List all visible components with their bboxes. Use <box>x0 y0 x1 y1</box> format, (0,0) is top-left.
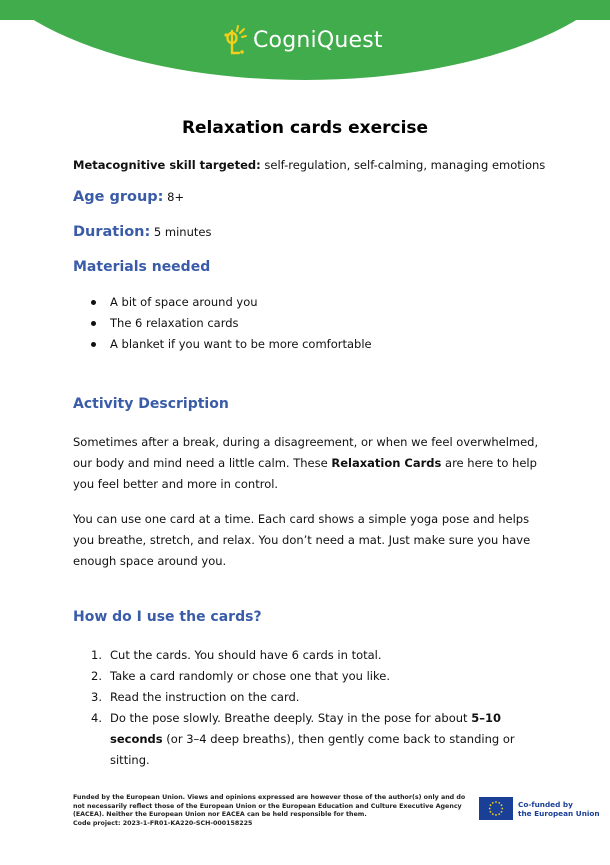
step-text: Take a card randomly or chose one that you like. <box>110 669 390 683</box>
eu-cofunded-badge <box>479 797 600 820</box>
disclaimer-text: Funded by the European Union. Views and opinions expressed are however those of the author(s) only and do not necessarily reflect those of the European Union or the European Education and Culture Executive Agency (EACEA). Neither the European Union nor EACEA can be held responsible for them. <box>73 794 466 819</box>
duration <box>73 224 211 240</box>
page-title: Relaxation cards exercise <box>181 118 429 138</box>
lightbulb-person-icon <box>222 23 250 57</box>
list-item <box>73 687 543 708</box>
list-item <box>73 666 543 687</box>
step-text: (or 3–4 deep breaths), then gently come back to standing or sitting. <box>110 732 515 767</box>
step-number: 1. <box>91 648 102 662</box>
materials-list <box>73 292 372 355</box>
step-text: Cut the cards. You should have 6 cards in total. <box>110 648 382 662</box>
activity-paragraph-1 <box>73 432 543 495</box>
eu-cofunded-text <box>518 800 600 818</box>
skill-targeted <box>73 158 545 172</box>
activity-heading: Activity Description <box>73 396 229 412</box>
step-number: 2. <box>91 669 102 683</box>
usage-heading: How do I use the cards? <box>73 609 262 625</box>
brand-logo <box>222 22 383 58</box>
paragraph-bold-text: Relaxation Cards <box>331 456 442 470</box>
eu-text-line: Co-funded by <box>518 799 573 809</box>
list-item: A bit of space around you <box>73 292 372 313</box>
age-label: Age group: <box>73 189 164 205</box>
activity-paragraph-2: You can use one card at a time. Each card shows a simple yoga pose and helps you breathe, stretch, and relax. You don’t need a mat. Just make sure you have enough space around you. <box>73 512 531 568</box>
eu-flag-icon <box>479 797 513 820</box>
step-text: Do the pose slowly. Breathe deeply. Stay in the pose for about <box>110 711 472 725</box>
duration-label: Duration: <box>73 224 151 240</box>
list-item <box>73 645 543 666</box>
step-number: 4. <box>91 711 102 725</box>
brand-name: CogniQuest <box>253 27 383 53</box>
step-number: 3. <box>91 690 102 704</box>
eu-text-line: the European Union <box>518 808 600 818</box>
duration-value: 5 minutes <box>150 225 212 239</box>
funding-disclaimer <box>73 794 473 828</box>
step-bold-text: 5–10 seconds <box>110 711 501 746</box>
paragraph-text: Sometimes after a break, during a disagreement, or when we feel overwhelmed, our body and mind need a little calm. These <box>73 435 539 470</box>
step-text: Read the instruction on the card. <box>110 690 300 704</box>
skill-label: Metacognitive skill targeted: <box>73 158 261 172</box>
age-value: 8+ <box>163 190 185 204</box>
list-item: A blanket if you want to be more comfortable <box>73 334 372 355</box>
list-item: The 6 relaxation cards <box>73 313 372 334</box>
paragraph-text: are here to help you feel better and more in control. <box>73 456 537 491</box>
materials-heading: Materials needed <box>73 259 211 275</box>
skill-value: self-regulation, self-calming, managing emotions <box>260 158 546 172</box>
project-code: Code project: 2023-1-FR01-KA220-SCH-000158225 <box>73 819 253 827</box>
age-group <box>73 189 184 205</box>
list-item <box>73 708 543 771</box>
usage-steps-list <box>73 645 543 771</box>
